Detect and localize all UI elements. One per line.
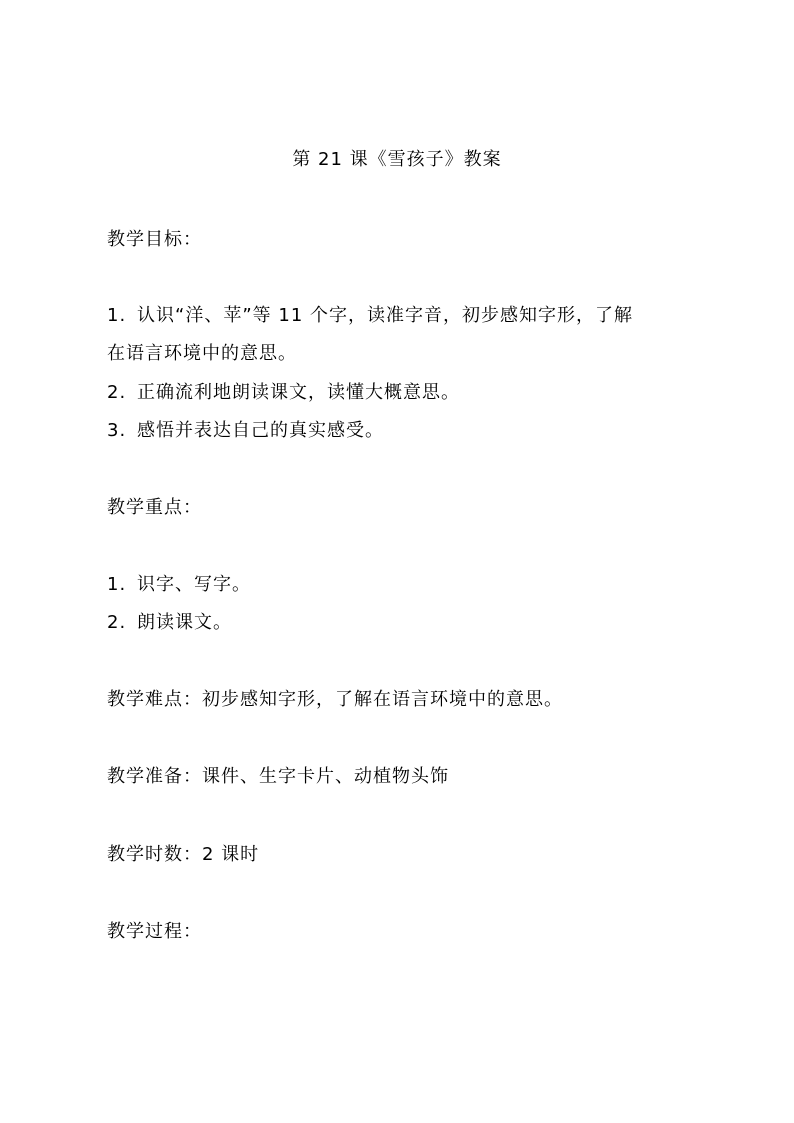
key-point-text-2: 朗读课文。 xyxy=(137,612,232,633)
objectives-heading: 教学目标： xyxy=(107,229,202,250)
key-point-number-1: 1. xyxy=(107,574,127,595)
hours-line: 教学时数：2 课时 xyxy=(107,844,260,865)
key-point-item-2 xyxy=(107,611,232,635)
objective-text-2: 正确流利地朗读课文，读懂大概意思。 xyxy=(137,382,460,403)
objective-text-1-line1: 认识“洋、苹”等 11 个字，读准字音，初步感知字形，了解 xyxy=(137,305,633,326)
objective-number-3: 3. xyxy=(107,420,127,441)
objective-item-1-continuation: 在语言环境中的意思。 xyxy=(107,343,297,364)
objective-number-1: 1. xyxy=(107,305,127,326)
difficulty-line: 教学难点：初步感知字形，了解在语言环境中的意思。 xyxy=(107,689,563,710)
objective-text-3: 感悟并表达自己的真实感受。 xyxy=(137,420,384,441)
objective-item-2 xyxy=(107,381,460,405)
objective-number-2: 2. xyxy=(107,382,127,403)
preparation-line: 教学准备：课件、生字卡片、动植物头饰 xyxy=(107,766,449,787)
objective-item-1 xyxy=(107,304,633,328)
key-point-item-1 xyxy=(107,573,251,597)
document-title: 第 21 课《雪孩子》教案 xyxy=(292,149,502,170)
objective-item-3 xyxy=(107,419,384,443)
process-heading: 教学过程： xyxy=(107,921,202,942)
key-point-number-2: 2. xyxy=(107,612,127,633)
key-point-text-1: 识字、写字。 xyxy=(137,574,251,595)
key-points-heading: 教学重点： xyxy=(107,497,202,518)
